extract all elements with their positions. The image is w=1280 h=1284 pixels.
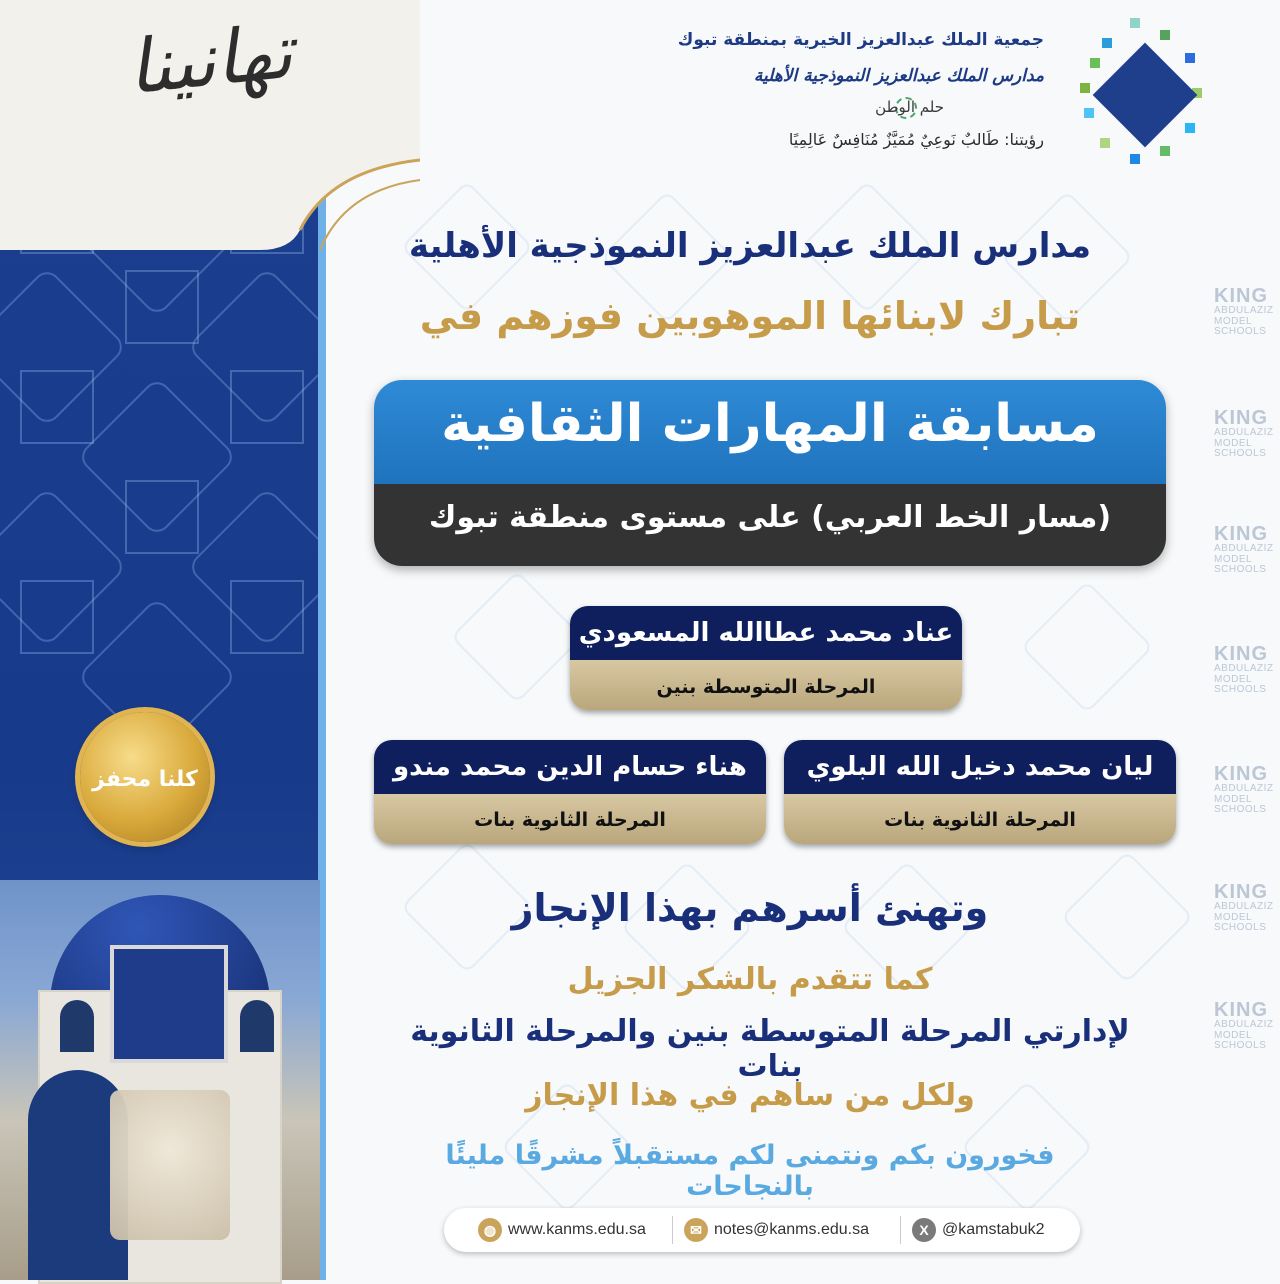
x-twitter-icon: X xyxy=(912,1218,936,1242)
building-logo-sign xyxy=(110,945,228,1063)
proud-wishes-line: فخورون بكم ونتمنى لكم مستقبلاً مشرقًا مليئًا بالنجاحات xyxy=(445,1140,1055,1202)
building-window xyxy=(60,1000,94,1052)
winner-stage: المرحلة المتوسطة بنين xyxy=(570,660,962,710)
winner-stage: المرحلة الثانوية بنات xyxy=(374,794,766,844)
contributors-line: ولكل من ساهم في هذا الإنجاز xyxy=(525,1078,975,1113)
competition-subtitle: (مسار الخط العربي) على مستوى منطقة تبوك xyxy=(428,500,1112,535)
side-brand-block: KING ABDULAZIZ MODEL SCHOOLS xyxy=(1214,999,1274,1051)
building-window xyxy=(240,1000,274,1052)
coin-text: كلنا محفز xyxy=(92,767,198,792)
greeting-calligraphy: تهانينا xyxy=(123,8,297,112)
vision-statement: رؤيتنا: طَالبٌ نَوعِيٌ مُمَيَّزٌ مُنَافِسٌ عَالِمِيًا xyxy=(788,130,1044,149)
side-brand-block: KING ABDULAZIZ MODEL SCHOOLS xyxy=(1214,763,1274,815)
side-brand-block: KING ABDULAZIZ MODEL SCHOOLS xyxy=(1214,523,1274,575)
kings-portrait xyxy=(110,1090,230,1240)
footer-divider xyxy=(900,1216,901,1244)
winner-name: عناد محمد عطاالله المسعودي xyxy=(570,606,962,660)
side-brand-block: KING ABDULAZIZ MODEL SCHOOLS xyxy=(1214,881,1274,933)
administrations-line: لإدارتي المرحلة المتوسطة بنين والمرحلة الثانوية بنات xyxy=(410,1014,1130,1084)
footer-email[interactable] xyxy=(684,1216,869,1244)
side-brand-block: KING ABDULAZIZ MODEL SCHOOLS xyxy=(1214,407,1274,459)
competition-banner xyxy=(374,380,1166,566)
winner-card xyxy=(570,606,962,710)
school-title: مدارس الملك عبدالعزيز النموذجية الأهلية xyxy=(408,226,1092,266)
footer-divider xyxy=(672,1216,673,1244)
globe-icon: ◍ xyxy=(478,1218,502,1242)
website-link[interactable]: www.kanms.edu.sa xyxy=(508,1221,646,1238)
winner-card xyxy=(784,740,1176,844)
families-congrats: وتهنئ أسرهم بهذا الإنجاز xyxy=(511,886,989,930)
side-brand-block: KING ABDULAZIZ MODEL SCHOOLS xyxy=(1214,285,1274,337)
winner-stage: المرحلة الثانوية بنات xyxy=(784,794,1176,844)
winner-card xyxy=(374,740,766,844)
twitter-handle[interactable]: @kamstabuk2 xyxy=(942,1221,1045,1238)
side-brand-block: KING ABDULAZIZ MODEL SCHOOLS xyxy=(1214,643,1274,695)
winner-name: ليان محمد دخيل الله البلوي xyxy=(784,740,1176,794)
dream-of-nation: حلم الوطن xyxy=(875,98,944,116)
footer-website[interactable] xyxy=(478,1216,646,1244)
mail-icon: ✉ xyxy=(684,1218,708,1242)
competition-title: مسابقة المهارات الثقافية xyxy=(441,394,1099,454)
winner-name: هناء حسام الدين محمد مندو xyxy=(374,740,766,794)
footer-twitter[interactable] xyxy=(912,1216,1045,1244)
association-name: جمعية الملك عبدالعزيز الخيرية بمنطقة تبوك xyxy=(677,30,1044,50)
school-name-header: مدارس الملك عبدالعزيز النموذجية الأهلية xyxy=(753,66,1044,86)
thanks-line: كما تتقدم بالشكر الجزيل xyxy=(567,962,933,997)
congrats-line: تبارك لابنائها الموهوبين فوزهم في xyxy=(419,294,1081,338)
email-link[interactable]: notes@kanms.edu.sa xyxy=(714,1221,869,1238)
